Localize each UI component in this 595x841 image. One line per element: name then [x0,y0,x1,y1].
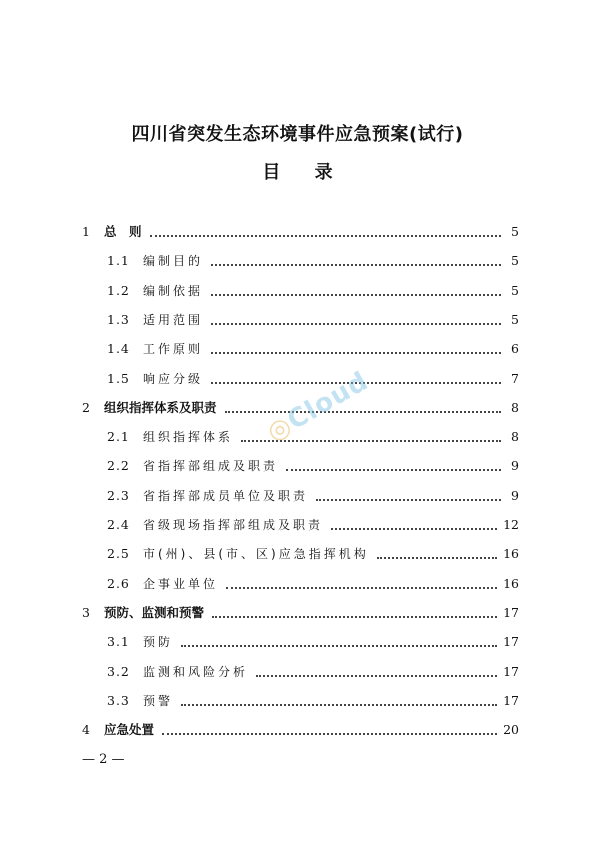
toc-entry-title: 省级现场指挥部组成及职责 [143,518,324,532]
toc-entry-title: 应急处置 [104,722,155,738]
toc-entry[interactable] [107,691,519,711]
dot-leader [211,293,501,296]
dot-leader [211,351,501,354]
dot-leader [150,234,501,237]
dot-leader [212,615,497,618]
toc-entry-page: 5 [511,282,519,298]
dot-leader [286,468,501,471]
toc-entry-number: 2 [82,399,90,415]
toc-entry-title: 预警 [143,693,174,708]
toc-entry-number: 2.2 [107,458,130,474]
toc-entry[interactable] [107,427,519,447]
toc-entry-number: 1.4 [107,341,130,357]
toc-entry-number: 2.1 [107,429,130,445]
toc-heading: 目 录 [262,162,333,183]
toc-entry-page: 9 [511,458,519,474]
toc-entry-number: 3.1 [107,634,130,650]
document-title: 四川省突发生态环境事件应急预案(试行) [131,124,464,145]
toc-entry-page: 17 [503,634,519,650]
toc-entry-title: 编制目的 [143,254,204,269]
toc-entry-number: 2.3 [107,487,130,503]
toc-entry[interactable] [82,603,519,623]
toc-entry[interactable] [107,339,519,359]
toc-entry-page: 5 [511,253,519,269]
toc-entry-number: 3.3 [107,692,130,708]
toc-entry-number: 3.2 [107,663,130,679]
dot-leader [211,322,501,325]
dot-leader [377,556,497,559]
dot-leader [181,644,497,647]
toc-entry-number: 4 [82,722,90,738]
footer-page-number: — 2 — [82,752,125,767]
toc-entry[interactable] [107,281,519,301]
toc-entry-page: 8 [511,399,519,415]
dot-leader [181,703,497,706]
toc-entry-number: 1.5 [107,370,130,386]
toc-entry[interactable] [107,662,519,682]
toc-entry-page: 17 [503,604,519,620]
toc-entry[interactable] [107,456,519,476]
toc-entry[interactable] [107,632,519,652]
toc-entry[interactable] [107,310,519,330]
toc-entry-title: 省指挥部成员单位及职责 [143,488,309,503]
dot-leader [162,732,497,735]
toc-entry-page: 17 [503,663,519,679]
toc-entry-number: 1.3 [107,311,130,327]
toc-entry-title: 编制依据 [143,283,204,298]
toc-entry-title: 响应分级 [143,371,204,386]
toc-entry-page: 20 [503,722,519,738]
toc-entry-page: 9 [511,487,519,503]
toc-entry-title: 适用范围 [143,312,204,327]
toc-entry-page: 16 [503,575,519,591]
toc-entry-page: 5 [511,311,519,327]
toc-entry-number: 1 [82,224,90,239]
toc-entry[interactable] [107,369,519,389]
dot-leader [225,410,501,413]
toc-entry-title: 总 则 [104,224,142,239]
dot-leader [256,674,497,677]
toc-entry[interactable] [82,720,519,740]
toc-entry-page: 5 [511,224,519,239]
toc-entry-number: 1.1 [107,253,130,269]
toc-entry-page: 6 [511,341,519,357]
toc-entry-page: 16 [503,546,519,562]
toc-entry[interactable] [107,251,519,271]
toc-entry-title: 企事业单位 [143,576,219,591]
toc-entry-page: 8 [511,429,519,445]
toc-entry-title: 预防 [143,635,174,650]
dot-leader [226,586,497,589]
toc-entry-number: 3 [82,604,90,620]
toc-entry-number: 1.2 [107,282,130,298]
toc-entry-number: 2.6 [107,575,130,591]
toc-entry-title: 组织指挥体系及职责 [104,399,217,415]
toc-entry-page: 7 [511,370,519,386]
watermark-logo: ◎Cloud [261,366,374,448]
toc-entry-title: 市(州)、县(市、区)应急指挥机构 [143,547,369,562]
toc-entry-page: 17 [503,692,519,708]
toc-entry[interactable] [107,515,519,535]
toc-entry-number: 2.5 [107,546,130,562]
toc-entry-title: 监测和风险分析 [143,664,249,679]
toc-entry[interactable] [107,486,519,506]
toc-entry-number: 2.4 [107,517,130,532]
toc-entry[interactable] [107,544,519,564]
toc-entry-title: 预防、监测和预警 [104,604,205,620]
toc-entry-title: 工作原则 [143,342,204,357]
toc-entry-title: 省指挥部组成及职责 [143,459,279,474]
toc-entry-title: 组织指挥体系 [143,430,234,445]
toc-entry-page: 12 [503,517,519,532]
dot-leader [316,498,501,501]
dot-leader [331,527,497,530]
dot-leader [211,263,501,266]
toc-entry[interactable] [82,222,519,242]
toc-entry[interactable] [107,574,519,594]
